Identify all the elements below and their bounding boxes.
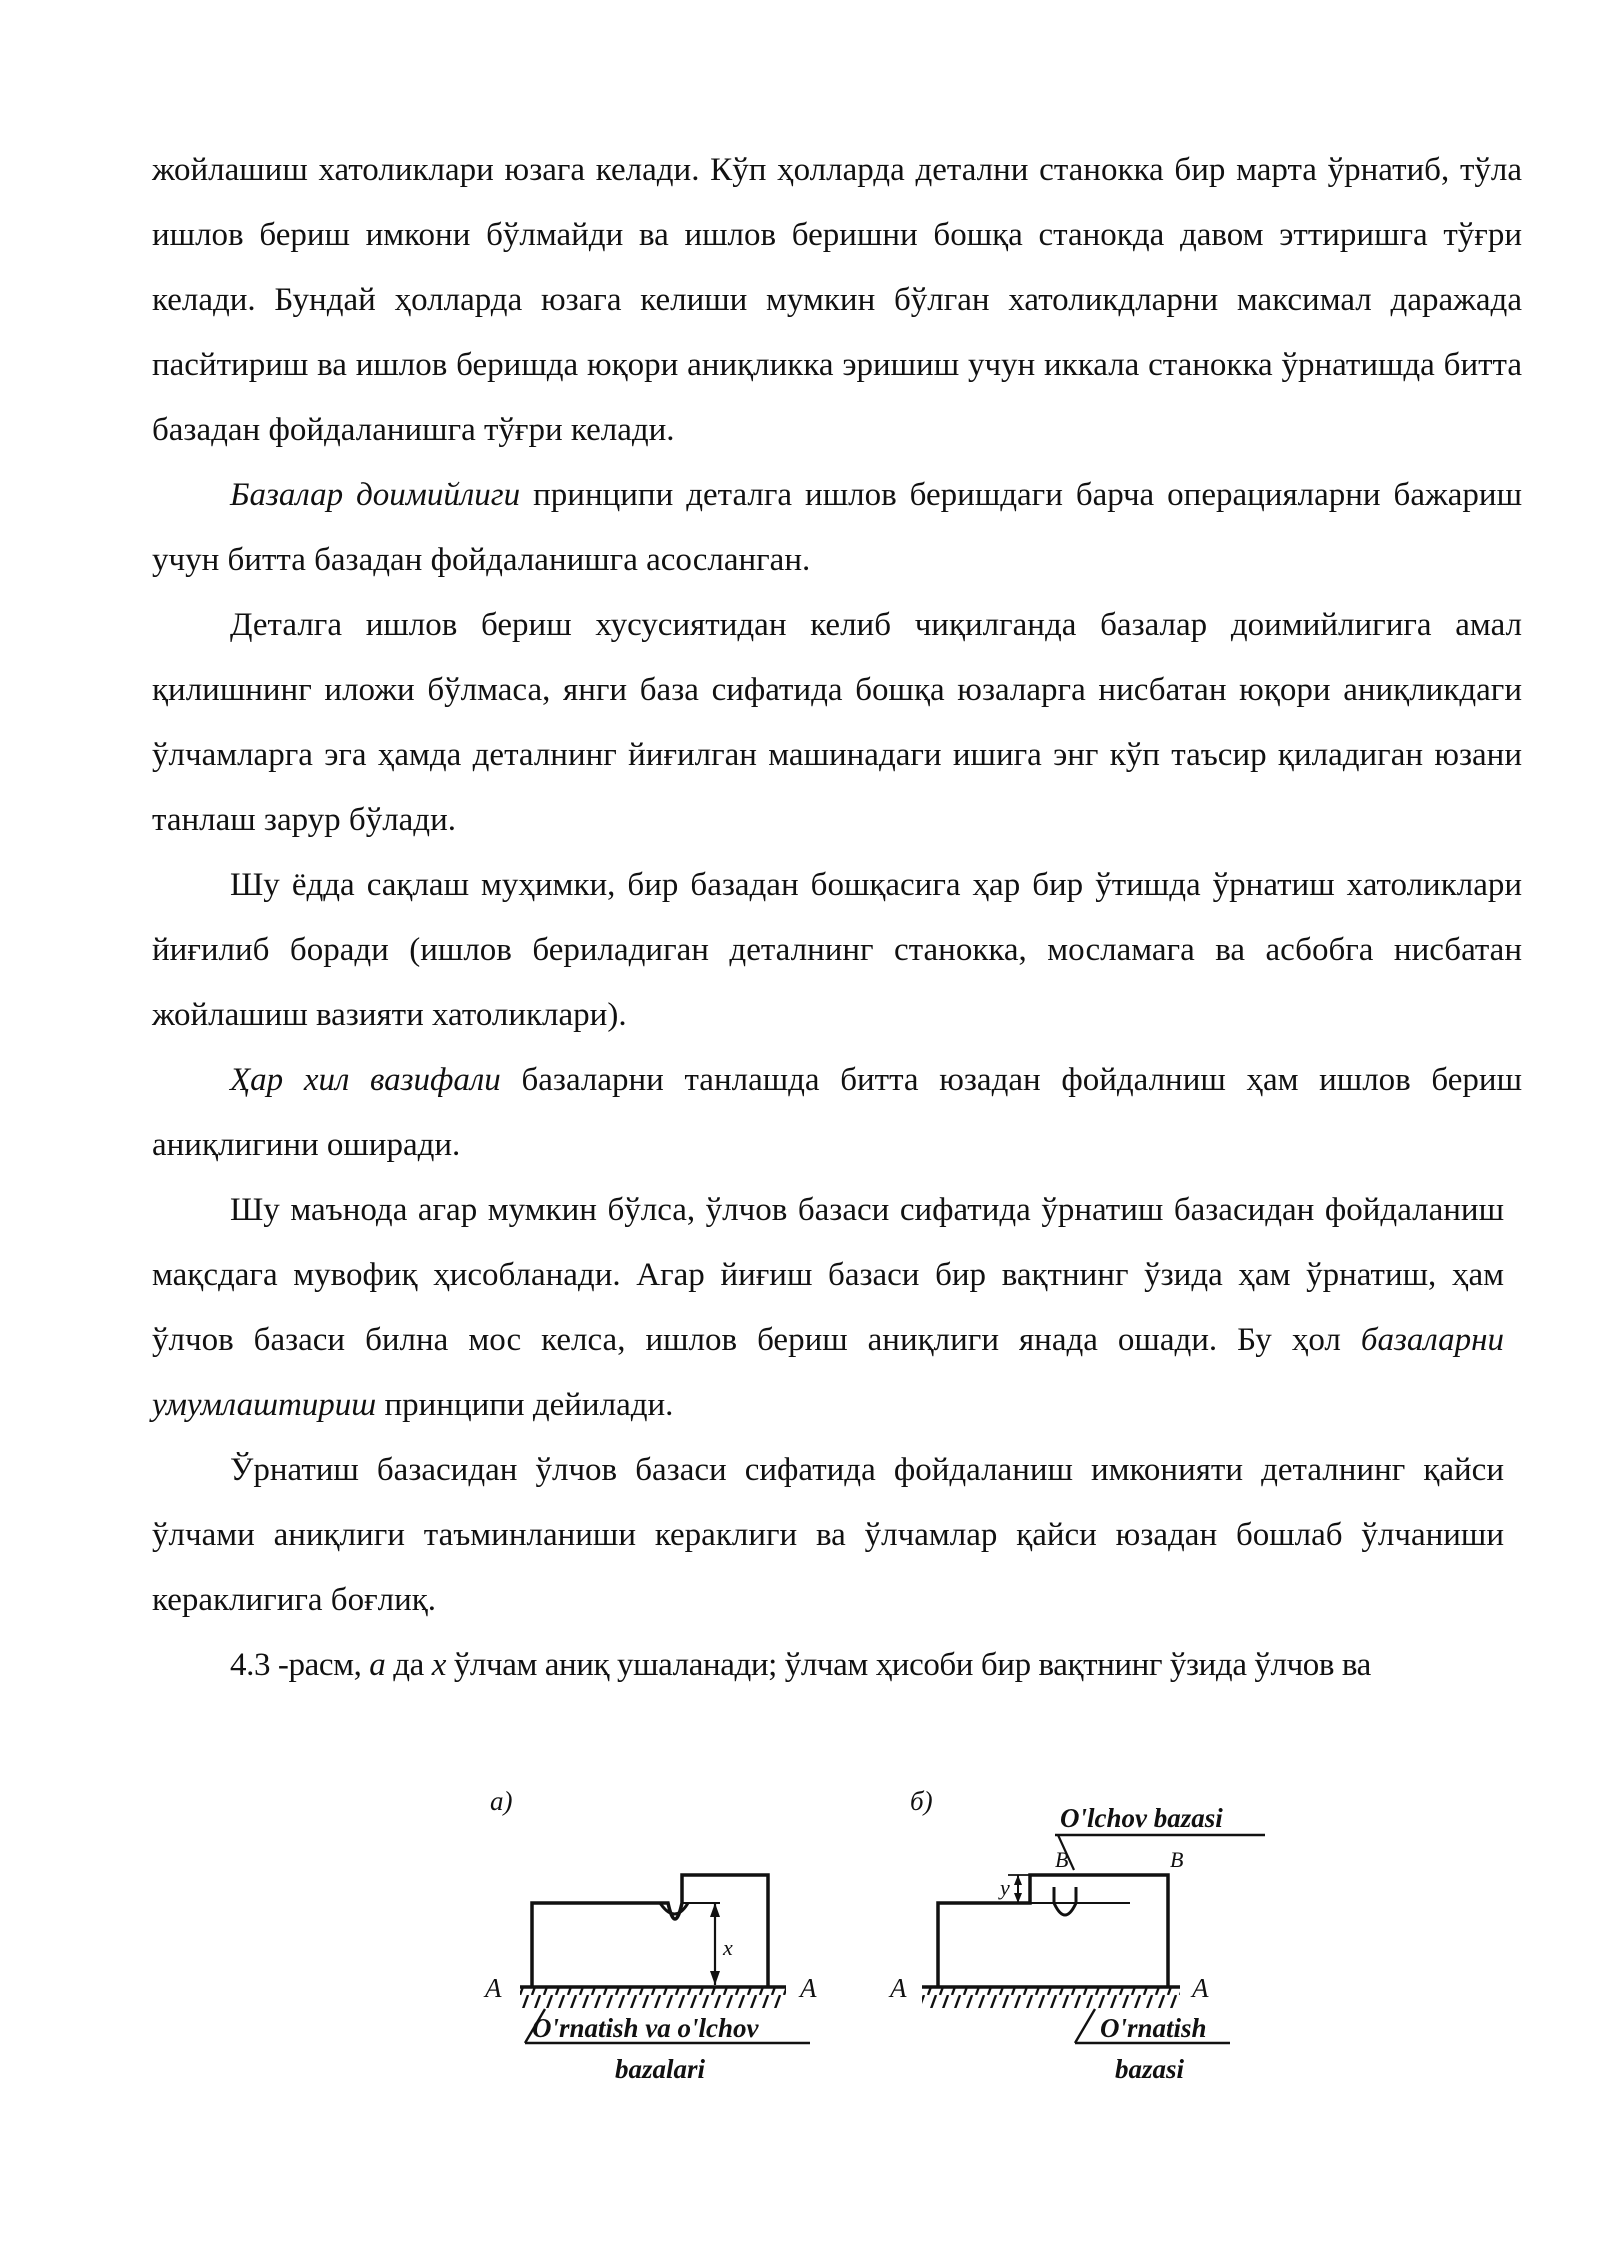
- dimension-y-arrow-top: [1014, 1875, 1022, 1885]
- paragraph-8: [152, 1633, 1522, 1698]
- figure-ref-a: а: [369, 1647, 386, 1683]
- base-diagram: [470, 1775, 1290, 2115]
- panel-a-label: а): [490, 1786, 513, 1816]
- measure-base-caption: O'lchov bazasi: [1060, 1803, 1223, 1833]
- body-text: [152, 138, 1522, 1698]
- hatching-a: [520, 1988, 786, 2008]
- hatching-b: [922, 1988, 1180, 2008]
- dimension-y-label: y: [1000, 1875, 1010, 1900]
- paragraph-6-start: Шу маънода агар мумкин бўлса, ўлчов базаси сифатида ўрнатиш базасидан фойдаланиш мақсдага мувофиқ ҳисобланади. Агар йиғиш базаси бир вақтнинг ўзида ҳам ўрнатиш, ҳам ўлчов базаси билна мос келса, ишлов бериш аниқлиги янада ошади. Бу ҳол: [152, 1192, 1504, 1358]
- paragraph-5: [152, 1048, 1522, 1178]
- dimension-x-label: x: [723, 1935, 733, 1960]
- paragraph-5-text: базаларни танлашда битта юзадан фойдалниш ҳам ишлов бериш аниқлигини оширади.: [152, 1062, 1522, 1163]
- caption-a-line1: O'rnatish va o'lchov: [532, 2013, 759, 2043]
- panel-a: [483, 1786, 817, 2084]
- base-b-left-label: A: [890, 1973, 907, 2003]
- caption-b-leader: [1075, 2009, 1095, 2043]
- term-different-purpose: Ҳар хил вазифали: [230, 1062, 501, 1098]
- base-a-left-label: A: [485, 1973, 502, 2003]
- paragraph-3: Деталга ишлов бериш хусусиятидан келиб чиқилганда базалар доимийлигига амал қилишнинг иложи бўлмаса, янги база сифатида бошқа юзаларга нисбатан юқори аниқликдаги ўлчамларга эга ҳамда деталнинг йиғилган машинадаги ишига энг кўп таъсир қиладиган юзани танлаш зарур бўлади.: [152, 607, 1522, 838]
- paragraph-7: Ўрнатиш базасидан ўлчов базаси сифатида фойдаланиш имконияти деталнинг қайси ўлчами аниқлиги таъминланиши кераклиги ва ўлчамлар қайси юзадан бошлаб ўлчаниши кераклигига боғлиқ.: [152, 1452, 1504, 1618]
- part-b-groove: [1054, 1887, 1076, 1915]
- base-b-right-label: A: [1192, 1973, 1209, 2003]
- paragraph-8-text: ўлчам аниқ ушаланади; ўлчам ҳисоби бир вақтнинг ўзида ўлчов ва: [445, 1647, 1371, 1683]
- paragraph-1: жойлашиш хатоликлари юзага келади. Кўп ҳолларда детални станокка бир марта ўрнатиб, тўла ишлов бериш имкони бўлмайди ва ишлов беришни бошқа станокда давом эттиришга тўғри келади. Бундай ҳолларда юзага келиши мумкин бўлган хатоликдларни максимал даражада пасйтириш ва ишлов беришда юқори аниқликка эришиш учун иккала станокка ўрнатишда битта базадан фойдаланишга тўғри келади.: [152, 152, 1522, 448]
- term-base-constancy: Базалар доимийлиги: [230, 477, 521, 513]
- paragraph-6: [152, 1178, 1504, 1438]
- part-a-outline: [532, 1875, 768, 1987]
- panel-b: [888, 1786, 1265, 2084]
- caption-b-line2: bazasi: [1115, 2054, 1185, 2084]
- figure-ref-text: да: [385, 1647, 432, 1683]
- term-generalization: базаларни умумлаштириш: [152, 1322, 1504, 1423]
- caption-b-line1: O'rnatish: [1100, 2013, 1207, 2043]
- dimension-x-arrow-top: [710, 1903, 720, 1917]
- dimension-x-arrow-bottom: [710, 1971, 720, 1985]
- figure-ref-x: х: [431, 1647, 446, 1683]
- figure-4-3: [470, 1775, 1290, 2115]
- paragraph-4: Шу ёдда сақлаш муҳимки, бир базадан бошқасига ҳар бир ўтишда ўрнатиш хатоликлари йиғилиб боради (ишлов бериладиган деталнинг станокка, мосламага ва асбобга нисбатан жойлашиш вазияти хатоликлари).: [152, 867, 1522, 1033]
- paragraph-6-end: принципи дейилади.: [376, 1387, 674, 1423]
- b-top-right-label: B: [1170, 1847, 1184, 1872]
- paragraph-2: [152, 463, 1522, 593]
- panel-b-label: б): [910, 1786, 933, 1816]
- base-a-right-label: A: [800, 1973, 817, 2003]
- figure-ref: 4.3 -расм,: [230, 1647, 370, 1683]
- b-top-left-label: B: [1055, 1847, 1069, 1872]
- paragraph-2-text: принципи деталга ишлов беришдаги барча операцияларни бажариш учун битта базадан фойдаланишга асосланган.: [152, 477, 1523, 578]
- caption-a-line2: bazalari: [615, 2054, 706, 2084]
